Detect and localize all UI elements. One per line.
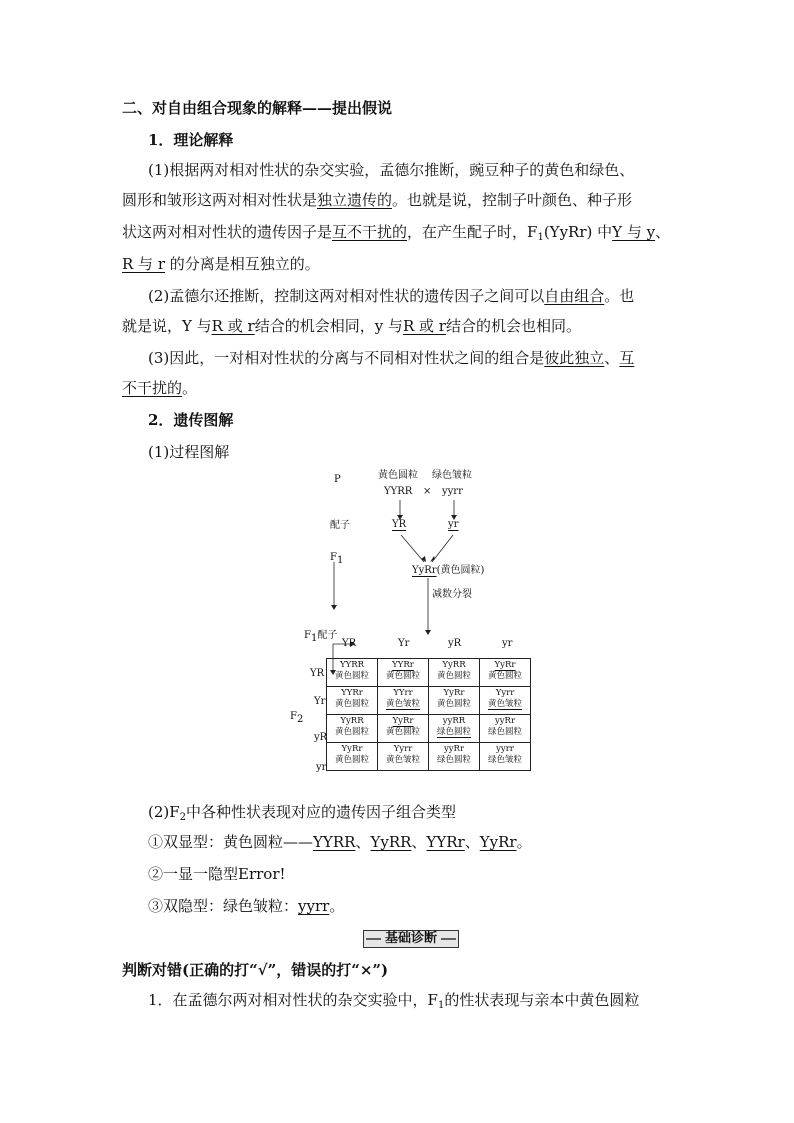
judge-instructions: 判断对错(正确的打“√”，错误的打“×”)	[122, 961, 389, 979]
punnett-cell: yyRR 绿色圆粒	[429, 715, 480, 743]
gamete-1: YR	[392, 519, 407, 530]
col-header-yr-mixed-1: Yr	[398, 638, 410, 649]
subheading-process-diagram: (1)过程图解	[148, 443, 230, 461]
punnett-cell: yyrr 绿色皱粒	[480, 743, 531, 771]
punnett-cell: YyRR 黄色圆粒	[429, 659, 480, 687]
item-double-recessive: ③双隐型：绿色皱粒：yyrr。	[148, 897, 345, 915]
row-header-3: yR	[314, 732, 328, 743]
cross-symbol: ×	[423, 486, 432, 497]
arrow-gamete1-to-f1	[401, 535, 424, 562]
paragraph-1-line-1: (1)根据两对相对性状的杂交实验，孟德尔推断，豌豆种子的黄色和绿色、	[148, 161, 635, 179]
answer-blank: 独立遗传的	[317, 191, 393, 209]
parent2-phenotype: 绿色皱粒	[432, 470, 472, 481]
col-header-yr-dominant: YR	[342, 638, 357, 649]
answer-blank: yyrr	[298, 897, 330, 915]
section-title: 二、对自由组合现象的解释——提出假说	[122, 99, 393, 117]
label-gamete: 配子	[330, 520, 350, 531]
question-1: 1．在孟德尔两对相对性状的杂交实验中，$F_1$的性状表现与亲本中黄色圆粒	[148, 991, 640, 1011]
arrow-gamete2-to-f1	[432, 535, 453, 562]
subheading-f2-genotypes: $(2)F_2$中各种性状表现对应的遗传因子组合类型	[148, 803, 457, 823]
punnett-cell: YYRr 黄色圆粒	[327, 687, 378, 715]
row-header-1: YR	[310, 668, 325, 679]
row-header-4: yr	[316, 762, 327, 773]
punnett-cell: yyRr 绿色圆粒	[429, 743, 480, 771]
punnett-row	[327, 687, 531, 715]
answer-blank: 不干扰的	[122, 379, 183, 397]
item-double-dominant: ①双显型：黄色圆粒——YYRR、YyRR、YYRr、YyRr。	[148, 833, 532, 851]
section-badge	[363, 930, 459, 948]
punnett-row	[327, 659, 531, 687]
punnett-cell: YyRr 黄色圆粒	[327, 743, 378, 771]
paragraph-2-line-1: (2)孟德尔还推断，控制这两对相对性状的遗传因子之间可以自由组合。也	[148, 287, 635, 305]
paragraph-1-line-3: 状这两对相对性状的遗传因子是互不干扰的，在产生配子时，$F_1(YyRr)$ 中Y 与 y、	[122, 223, 671, 243]
paragraph-1-line-2: 圆形和皱形这两对相对性状是独立遗传的。也就是说，控制子叶颜色、种子形	[122, 191, 633, 209]
subheading-genetic-diagram: 2．遗传图解	[148, 411, 234, 429]
punnett-row	[327, 715, 531, 743]
row-header-2: Yr	[314, 696, 326, 707]
answer-blank: 彼此独立	[544, 349, 605, 367]
punnett-row	[327, 743, 531, 771]
parent1-phenotype: 黄色圆粒	[378, 470, 418, 481]
punnett-cell: Yyrr 黄色皱粒	[378, 743, 429, 771]
punnett-cell: YyRr 黄色圆粒	[429, 687, 480, 715]
punnett-cell: YyRr 黄色圆粒	[480, 659, 531, 687]
answer-blank: 自由组合	[544, 287, 605, 305]
parent1-genotype: YYRR	[384, 486, 413, 497]
label-p: P	[334, 474, 341, 485]
item-single-dominant: ②一显一隐型Error!	[148, 865, 286, 883]
label-f1: $F_1$	[330, 552, 344, 566]
paragraph-3-line-1: (3)因此，一对相对性状的分离与不同相对性状之间的组合是彼此独立、互	[148, 349, 635, 367]
paragraph-1-line-4: R 与 r 的分离是相互独立的。	[122, 255, 320, 273]
punnett-cell: YYrr 黄色皱粒	[378, 687, 429, 715]
answer-blank: R 与 r	[122, 255, 166, 273]
answer-blank: YyRr	[479, 833, 517, 851]
answer-blank: 互	[619, 349, 635, 367]
f1-genotype: YyRr(黄色圆粒)	[412, 565, 485, 576]
paragraph-3-line-2: 不干扰的。	[122, 379, 198, 397]
col-header-yr-mixed-2: yR	[448, 638, 462, 649]
answer-blank: Y 与 y	[612, 223, 656, 241]
label-f1-gamete: $F_1$配子	[304, 630, 338, 644]
punnett-square	[326, 658, 531, 771]
paragraph-2-line-2: 就是说，Y 与R 或 r结合的机会相同，y 与R 或 r结合的机会也相同。	[122, 317, 581, 335]
answer-blank: R 或 r	[211, 317, 255, 335]
col-header-yr-recessive: yr	[502, 638, 513, 649]
subheading-theory: 1．理论解释	[148, 131, 234, 149]
punnett-cell: yyRr 绿色圆粒	[480, 715, 531, 743]
answer-blank: 互不干扰的	[332, 223, 408, 241]
gamete-2: yr	[448, 519, 459, 530]
punnett-cell: YYRR 黄色圆粒	[327, 659, 378, 687]
punnett-cell: YyRR 黄色圆粒	[327, 715, 378, 743]
answer-blank: R 或 r	[402, 317, 446, 335]
meiosis-label: 减数分裂	[432, 589, 472, 600]
parent2-genotype: yyrr	[442, 486, 463, 497]
answer-blank: YyRR	[370, 833, 412, 851]
badge-label: 基础诊断	[384, 931, 437, 946]
label-f2: $F_2$	[290, 711, 304, 725]
punnett-cell: YYRr 黄色圆粒	[378, 659, 429, 687]
answer-blank: YYRR	[313, 833, 356, 851]
punnett-cell: YyRr 黄色圆粒	[378, 715, 429, 743]
punnett-cell: Yyrr 黄色皱粒	[480, 687, 531, 715]
answer-blank: YYRr	[426, 833, 465, 851]
